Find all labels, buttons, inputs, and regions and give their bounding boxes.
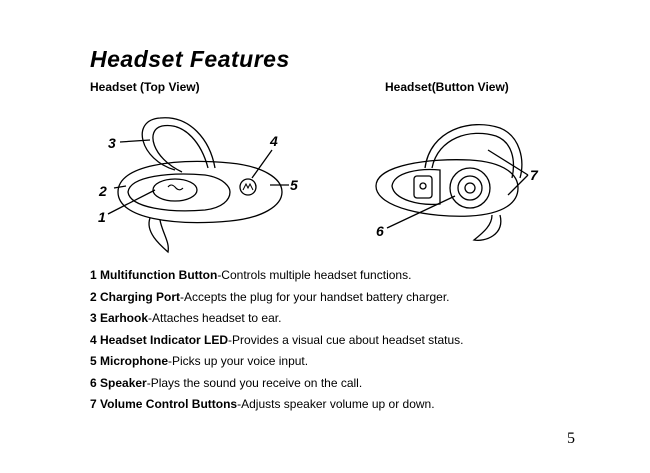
page-number: 5 <box>567 430 575 447</box>
headset-body-shape <box>376 160 518 217</box>
feature-term: 2 Charging Port <box>90 289 181 304</box>
feature-desc: -Picks up your voice input. <box>168 354 309 368</box>
callout-1: 1 <box>98 209 106 225</box>
callout-7: 7 <box>530 167 538 183</box>
callout-4: 4 <box>270 133 278 149</box>
feature-item <box>90 268 464 290</box>
feature-desc: -Provides a visual cue about headset status. <box>228 332 464 347</box>
feature-desc: -Accepts the plug for your handset battery charger. <box>180 289 450 304</box>
feature-term: 1 Multifunction Button <box>90 268 218 282</box>
speaker-shape <box>450 168 490 208</box>
callout-5: 5 <box>290 177 298 193</box>
feature-item <box>90 311 464 333</box>
feature-term: 6 Speaker <box>90 375 147 390</box>
feature-term: 5 Microphone <box>90 354 169 368</box>
feature-term: 4 Headset Indicator LED <box>90 332 229 347</box>
feature-desc: -Controls multiple headset functions. <box>217 268 412 282</box>
page-title: Headset Features <box>90 46 290 72</box>
bottom-view-label: Headset(Button View) <box>385 80 509 94</box>
feature-term: 7 Volume Control Buttons <box>90 397 238 411</box>
feature-item <box>90 397 464 419</box>
feature-desc: -Adjusts speaker volume up or down. <box>237 397 435 411</box>
feature-desc: -Plays the sound you receive on the call. <box>146 375 363 390</box>
feature-list <box>90 268 464 419</box>
callout-2: 2 <box>99 183 107 199</box>
feature-item <box>90 376 464 398</box>
feature-desc: -Attaches headset to ear. <box>148 311 282 325</box>
feature-item <box>90 290 464 312</box>
top-view-label: Headset (Top View) <box>90 80 200 94</box>
callout-3: 3 <box>108 135 116 151</box>
feature-term: 3 Earhook <box>90 311 149 325</box>
feature-item <box>90 354 464 376</box>
callout-6: 6 <box>376 223 384 239</box>
feature-item <box>90 333 464 355</box>
